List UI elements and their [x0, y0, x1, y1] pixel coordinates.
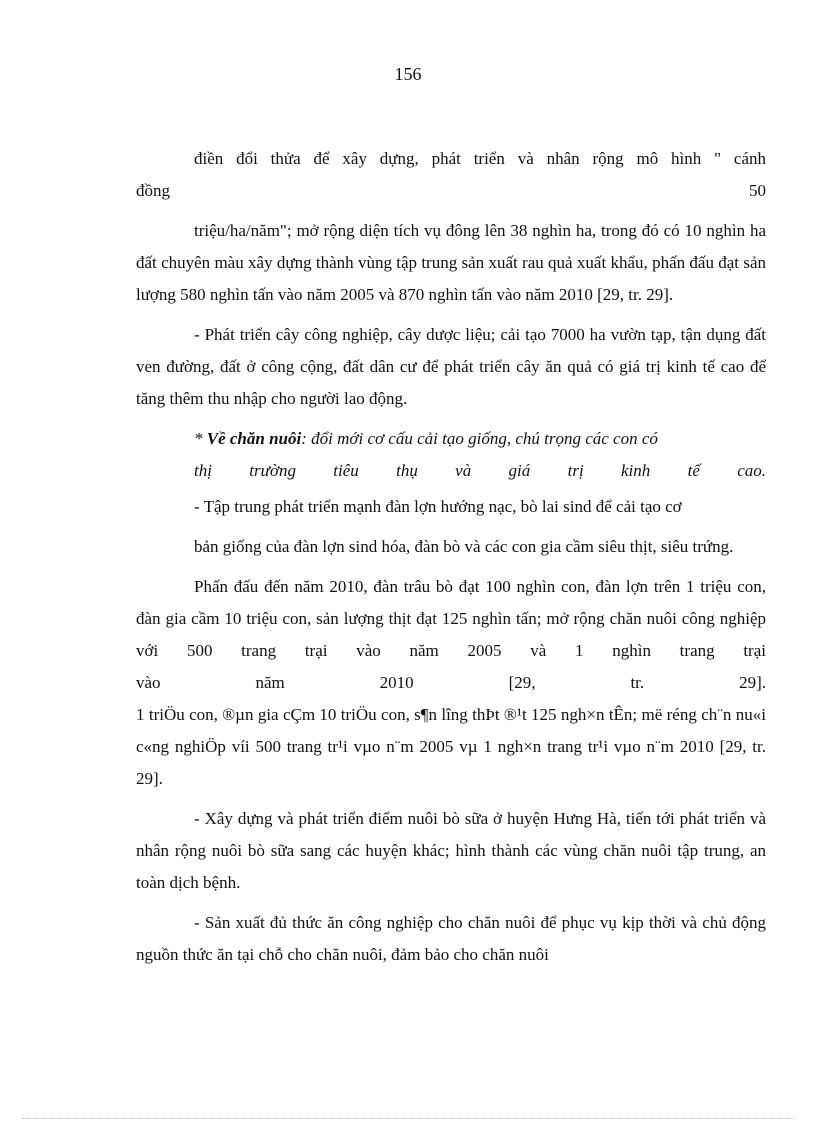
footer-dotted-rule: [22, 1118, 794, 1119]
bullet-star: *: [194, 429, 207, 448]
page-number: 156: [394, 64, 422, 84]
paragraph-4-line-2: thị trường tiêu thụ và giá trị kinh tế cao.: [194, 461, 766, 480]
paragraph-7: Phấn đấu đến năm 2010, đàn trâu bò đạt 100 nghìn con, đàn lợn trên 1 triệu con, đàn gia cầm 10 triệu con, sản lượng thịt đạt 125 nghìn tấn; mở rộng chăn nuôi công nghiệp với 500 trang trại vào năm 2005 và 1 nghìn trang trại: [136, 577, 766, 660]
paragraph-7-last-line: vào năm 2010 [29, tr. 29].: [136, 673, 766, 692]
paragraph-5: - Tập trung phát triển mạnh đàn lợn hướng nạc, bò lai sind để cải tạo cơ: [194, 497, 682, 516]
paragraph-1-line-2-right: 50: [749, 181, 766, 200]
paragraph-9: - Xây dựng và phát triển điểm nuôi bò sữa ở huyện Hưng Hà, tiến tới phát triển và nhân rộng nuôi bò sữa sang các huyện khác; hình thành các vùng chăn nuôi tập trung, an toàn dịch bệnh.: [136, 809, 766, 892]
paragraph-10: - Sản xuất đủ thức ăn công nghiệp cho chăn nuôi để phục vụ kịp thời và chủ động nguồn thức ăn tại chỗ cho chăn nuôi, đảm bảo cho chăn nuôi: [136, 913, 766, 964]
document-body: [136, 143, 766, 979]
paragraph-4-text: : đổi mới cơ cấu cải tạo giống, chú trọng các con có: [301, 429, 658, 448]
livestock-heading: Về chăn nuôi: [206, 429, 302, 448]
paragraph-1-line-1: điền đổi thửa để xây dựng, phát triển và nhân rộng mô hình " cánh: [194, 149, 766, 168]
paragraph-6: bản giống của đàn lợn sind hóa, đàn bò và các con gia cầm siêu thịt, siêu trứng.: [194, 537, 734, 556]
paragraph-8-garbled: 1 triÖu con, ®µn gia cÇm 10 triÖu con, s¶n lîng thÞt ®¹t 125 ngh×n tÊn; më réng ch¨n nu«i c«ng nghiÖp víi 500 trang tr¹i vµo n¨m 2005 vµ 1 ngh×n trang tr¹i vµo n¨m 2010 [29, tr. 29].: [136, 705, 766, 788]
paragraph-4: [136, 423, 766, 455]
paragraph-2: triệu/ha/năm"; mở rộng diện tích vụ đông lên 38 nghìn ha, trong đó có 10 nghìn ha đất chuyên màu xây dựng thành vùng tập trung sản xuất rau quả xuất khẩu, phấn đấu đạt sản lượng 580 nghìn tấn vào năm 2005 và 870 nghìn tấn vào năm 2010 [29, tr. 29].: [136, 221, 766, 304]
paragraph-1-line-2-left: đồng: [136, 181, 170, 200]
paragraph-1-line-2: [136, 175, 766, 207]
paragraph-3: - Phát triển cây công nghiệp, cây dược liệu; cải tạo 7000 ha vườn tạp, tận dụng đất ven đường, đất ở công cộng, đất dân cư để phát triển cây ăn quả có giá trị kinh tế cao để tăng thêm thu nhập cho người lao động.: [136, 325, 766, 408]
